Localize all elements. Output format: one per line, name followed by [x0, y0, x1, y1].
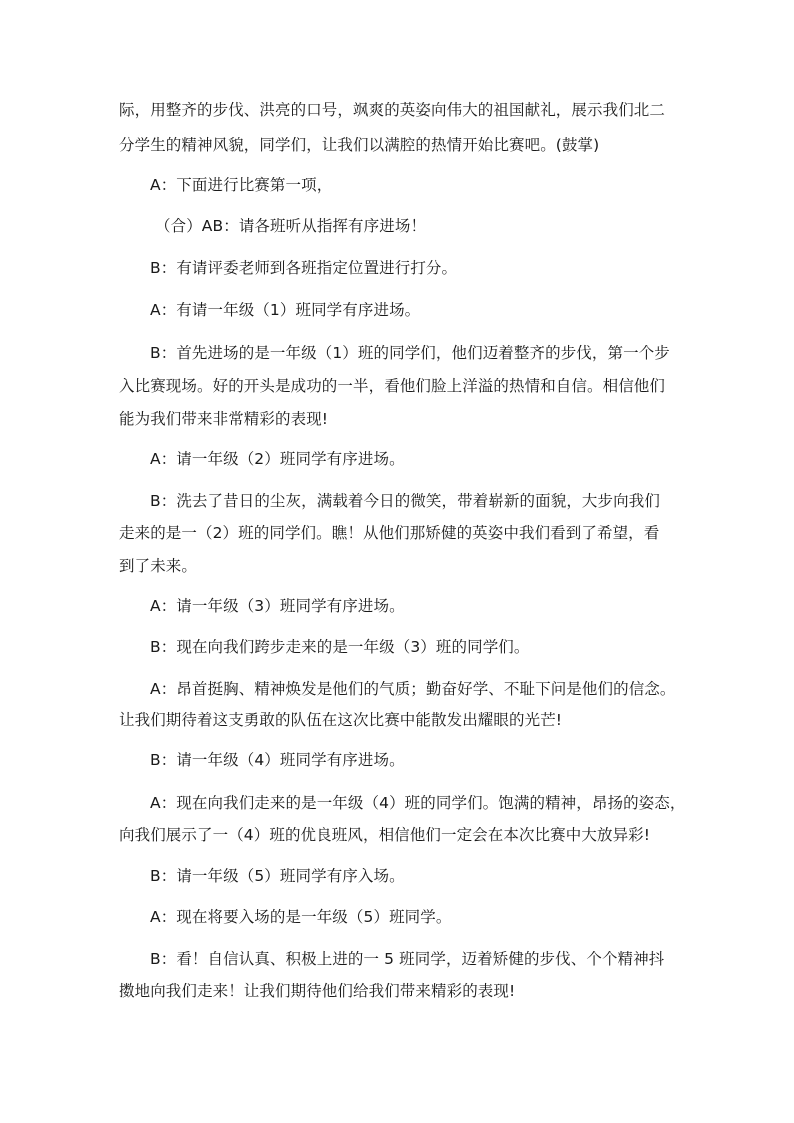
- text-line: A：昂首挺胸、精神焕发是他们的气质；勤奋好学、不耻下问是他们的信念。: [150, 680, 676, 698]
- text-line: A：下面进行比赛第一项，: [150, 176, 333, 194]
- text-line: 能为我们带来非常精彩的表现!: [119, 410, 329, 428]
- text-line: B：有请评委老师到各班指定位置进行打分。: [150, 259, 458, 277]
- text-line: 入比赛现场。好的开头是成功的一半，看他们脸上洋溢的热情和自信。相信他们: [119, 377, 666, 395]
- text-line: 走来的是一（2）班的同学们。瞧！从他们那矫健的英姿中我们看到了希望，看: [119, 524, 660, 542]
- text-line: （合）AB：请各班听从指挥有序进场！: [155, 217, 427, 235]
- text-line: A：请一年级（2）班同学有序进场。: [150, 450, 405, 468]
- text-line: A：现在将要入场的是一年级（5）班同学。: [150, 908, 452, 926]
- text-line: B：洗去了昔日的尘灰，满载着今日的微笑，带着崭新的面貌，大步向我们: [150, 492, 660, 510]
- text-line: B：现在向我们跨步走来的是一年级（3）班的同学们。: [150, 638, 530, 656]
- text-line: B：看！自信认真、积极上进的一 5 班同学，迈着矫健的步伐、个个精神抖: [150, 950, 665, 968]
- text-line: B：请一年级（4）班同学有序进场。: [150, 751, 405, 769]
- text-line: 擞地向我们走来！让我们期待他们给我们带来精彩的表现!: [119, 982, 516, 1000]
- text-line: 分学生的精神风貌，同学们，让我们以满腔的热情开始比赛吧。(鼓掌): [119, 136, 600, 154]
- text-line: B：首先进场的是一年级（1）班的同学们，他们迈着整齐的步伐，第一个步: [150, 344, 670, 362]
- text-line: 到了未来。: [119, 557, 198, 575]
- text-line: A：有请一年级（1）班同学有序进场。: [150, 301, 421, 319]
- text-line: 让我们期待着这支勇敢的队伍在这次比赛中能散发出耀眼的光芒!: [119, 711, 563, 729]
- text-line: A：请一年级（3）班同学有序进场。: [150, 597, 405, 615]
- text-line: B：请一年级（5）班同学有序入场。: [150, 867, 405, 885]
- text-line: 际，用整齐的步伐、洪亮的口号，飒爽的英姿向伟大的祖国献礼，展示我们北二: [119, 101, 666, 119]
- text-line: 向我们展示了一（4）班的优良班风，相信他们一定会在本次比赛中大放异彩!: [119, 826, 651, 844]
- text-line: A：现在向我们走来的是一年级（4）班的同学们。饱满的精神，昂扬的姿态，: [150, 794, 686, 812]
